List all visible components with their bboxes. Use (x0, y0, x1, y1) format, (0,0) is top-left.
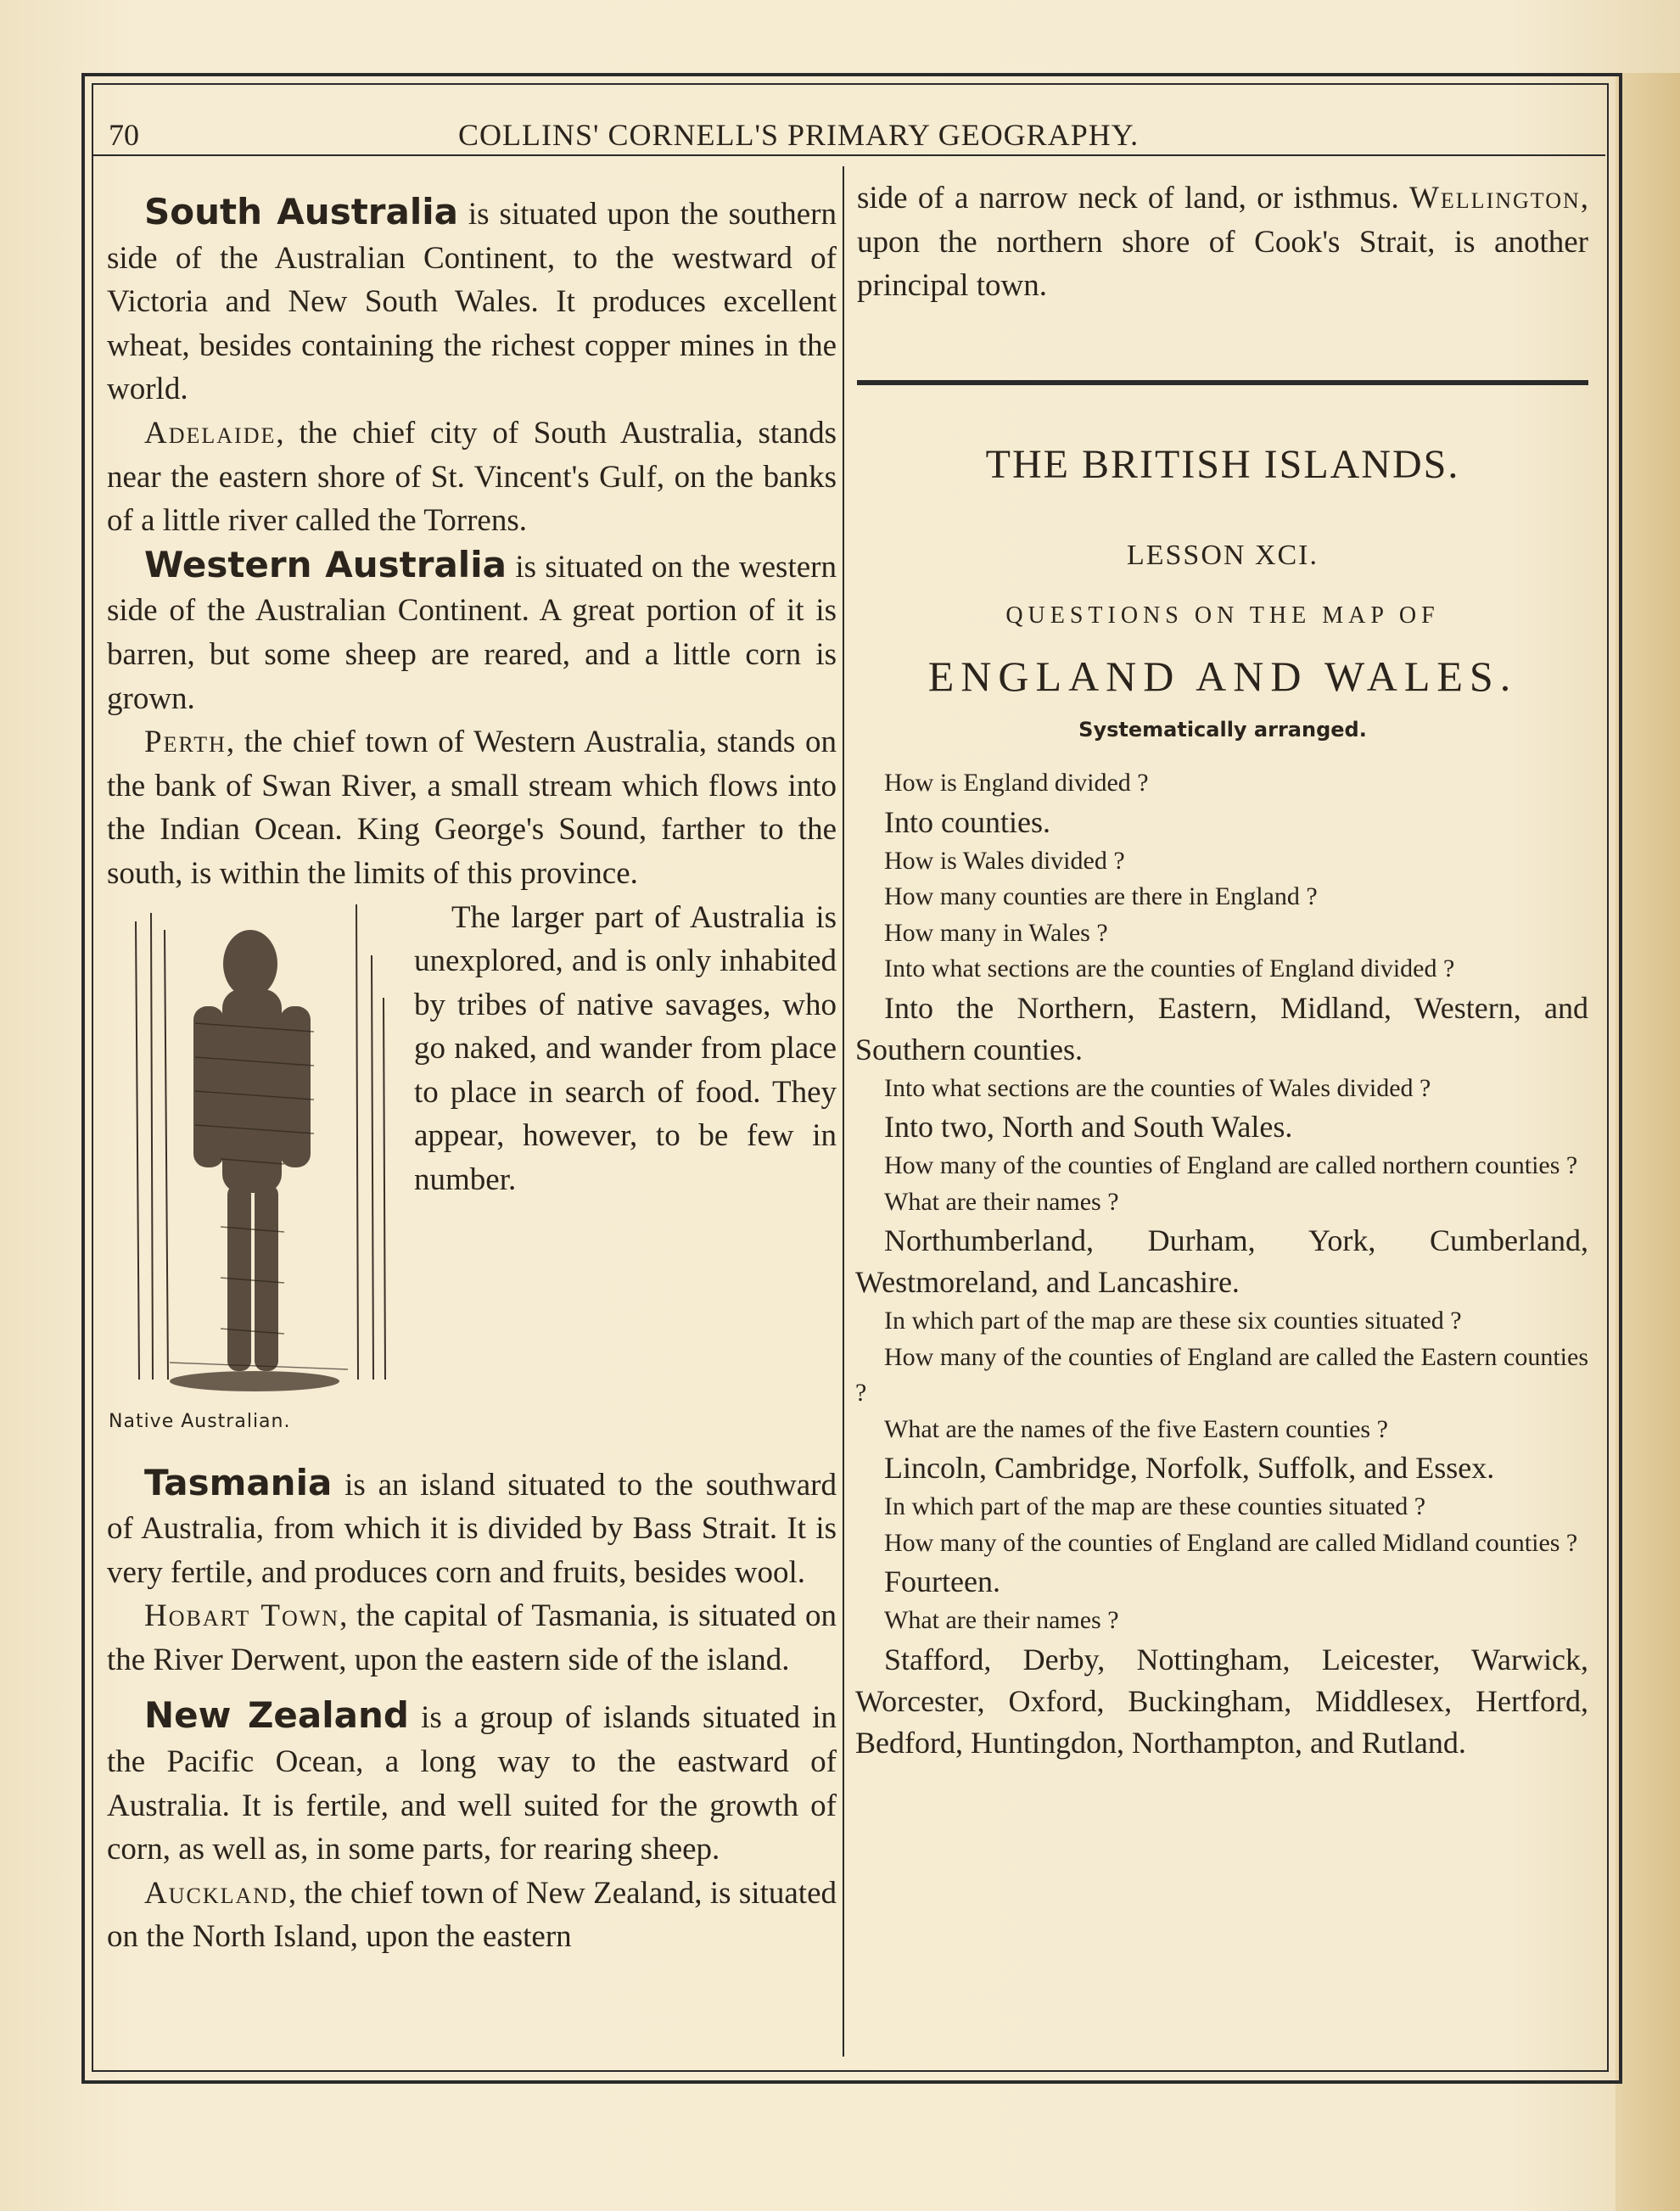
text-perth: , the chief town of Western Australia, stands on the bank of Swan River, a small stream which flows into the Indian Ocean. King George's Sound, farther to the south, is within the limits of this province. (107, 725, 837, 891)
paragraph-south-australia (107, 190, 837, 411)
paragraph-tasmania (107, 1451, 837, 1595)
question-answer-list (855, 765, 1588, 1764)
left-column (107, 190, 837, 1959)
qa-question: In which part of the map are these counties situated ? (884, 1492, 1426, 1520)
text-new-zealand: is a group of islands situated in the Pacific Ocean, a long way to the eastward of Australia. It is fertile, and well suited for the growth of corn, as well as, in some parts, for rearing sheep. (107, 1700, 837, 1867)
figure-native-australian (102, 904, 399, 1447)
qa-answer: Stafford, Derby, Nottingham, Leicester, Warwick, Worcester, Oxford, Buckingham, Middlesex, Hertford, Bedford, Huntingdon, Northampton, and Rutland. (855, 1642, 1588, 1760)
qa-question: Into what sections are the counties of Wales divided ? (884, 1073, 1431, 1102)
text-hobart: , the capital of Tasmania, is situated on the River Derwent, upon the eastern side of the island. (107, 1598, 837, 1677)
text-adelaide: , the chief city of South Australia, stands near the eastern shore of St. Vincent's Gulf, on the banks of a little river called the Torrens. (107, 415, 837, 539)
qa-answer: Northumberland, Durham, York, Cumberland, Westmoreland, and Lancashire. (855, 1223, 1588, 1299)
name-hobart: Hobart Town (144, 1598, 340, 1634)
qa-answer: Into two, North and South Wales. (884, 1110, 1293, 1144)
header-rule (92, 154, 1605, 156)
paragraph-auckland (107, 1872, 837, 1959)
section-title: THE BRITISH ISLANDS. (985, 442, 1460, 487)
text-auckland: , the chief town of New Zealand, is situated on the North Island, upon the eastern (107, 1875, 837, 1955)
name-perth: Perth (144, 725, 227, 760)
qa-question: How many in Wales ? (884, 918, 1108, 947)
heading-tasmania: Tasmania (144, 1461, 333, 1503)
qa-answer: Lincoln, Cambridge, Norfolk, Suffolk, and Essex. (884, 1451, 1495, 1485)
paragraph-western-australia (107, 543, 837, 720)
text-tasmania: is an island situated to the southward of Australia, from which it is divided by Bass Strait. It is very fertile, and produces corn and fruits, besides wool. (107, 1467, 837, 1590)
name-adelaide: Adelaide (144, 415, 277, 451)
subtitle: Systematically arranged. (1078, 718, 1367, 742)
qa-question: What are the names of the five Eastern counties ? (884, 1414, 1388, 1443)
questions-heading: QUESTIONS ON THE MAP OF (1005, 602, 1440, 629)
qa-question: How many counties are there in England ? (884, 882, 1318, 910)
qa-question: Into what sections are the counties of England divided ? (884, 954, 1455, 982)
qa-question: How many of the counties of England are called Midland counties ? (884, 1528, 1578, 1557)
paragraph-perth (107, 720, 837, 895)
qa-question: How is England divided ? (884, 769, 1149, 797)
page-number: 70 (109, 118, 139, 152)
qa-question: In which part of the map are these six counties situated ? (884, 1307, 1462, 1335)
native-australian-illustration (102, 904, 399, 1413)
map-title: ENGLAND AND WALES. (927, 652, 1518, 700)
qa-answer: Into counties. (884, 804, 1050, 839)
name-wellington: Wellington (1409, 181, 1581, 216)
name-auckland: Auckland (144, 1875, 288, 1911)
qa-answer: Fourteen. (884, 1564, 1000, 1598)
section-rule (857, 380, 1588, 385)
qa-answer: Into the Northern, Eastern, Midland, Western, and Southern counties. (855, 990, 1588, 1066)
heading-south-australia: South Australia (144, 191, 458, 232)
text-south-australia: is situated upon the southern side of the Australian Continent, to the westward of Victoria and New South Wales. It produces excellent wheat, besides containing the richest copper mines in the world. (107, 197, 837, 407)
text-continuation: side of a narrow neck of land, or isthmus. (857, 181, 1409, 216)
page-edge (1616, 73, 1680, 2211)
qa-question: What are their names ? (884, 1187, 1119, 1216)
paragraph-adelaide (107, 411, 837, 543)
text-unexplored: The larger part of Australia is unexplored, and is only inhabited by tribes of native savages, who go naked, and wander from place to place in search of food. They appear, however, to be few in number. (414, 899, 837, 1198)
qa-question: How many of the counties of England are called northern counties ? (884, 1151, 1578, 1179)
qa-question: How many of the counties of England are called the Eastern counties ? (855, 1342, 1588, 1407)
right-column-top (857, 176, 1588, 308)
running-title: COLLINS' CORNELL'S PRIMARY GEOGRAPHY. (458, 118, 1140, 152)
paragraph-new-zealand (107, 1682, 837, 1871)
heading-new-zealand: New Zealand (144, 1694, 409, 1737)
text-western-australia: is situated on the western side of the Australian Continent. A great portion of it is barren, but some sheep are reared, and a little corn is grown. (107, 549, 837, 716)
column-divider (843, 166, 844, 2057)
qa-question: What are their names ? (884, 1606, 1119, 1634)
figure-caption: Native Australian. (109, 1410, 291, 1432)
qa-question: How is Wales divided ? (884, 846, 1125, 875)
text-wellington: , upon the northern shore of Cook's Strait, is another principal town. (857, 181, 1588, 304)
paragraph-continuation (857, 176, 1588, 308)
lesson-number: LESSON XCI. (1126, 540, 1319, 571)
heading-western-australia: Western Australia (144, 543, 507, 585)
paragraph-hobart (107, 1594, 837, 1682)
